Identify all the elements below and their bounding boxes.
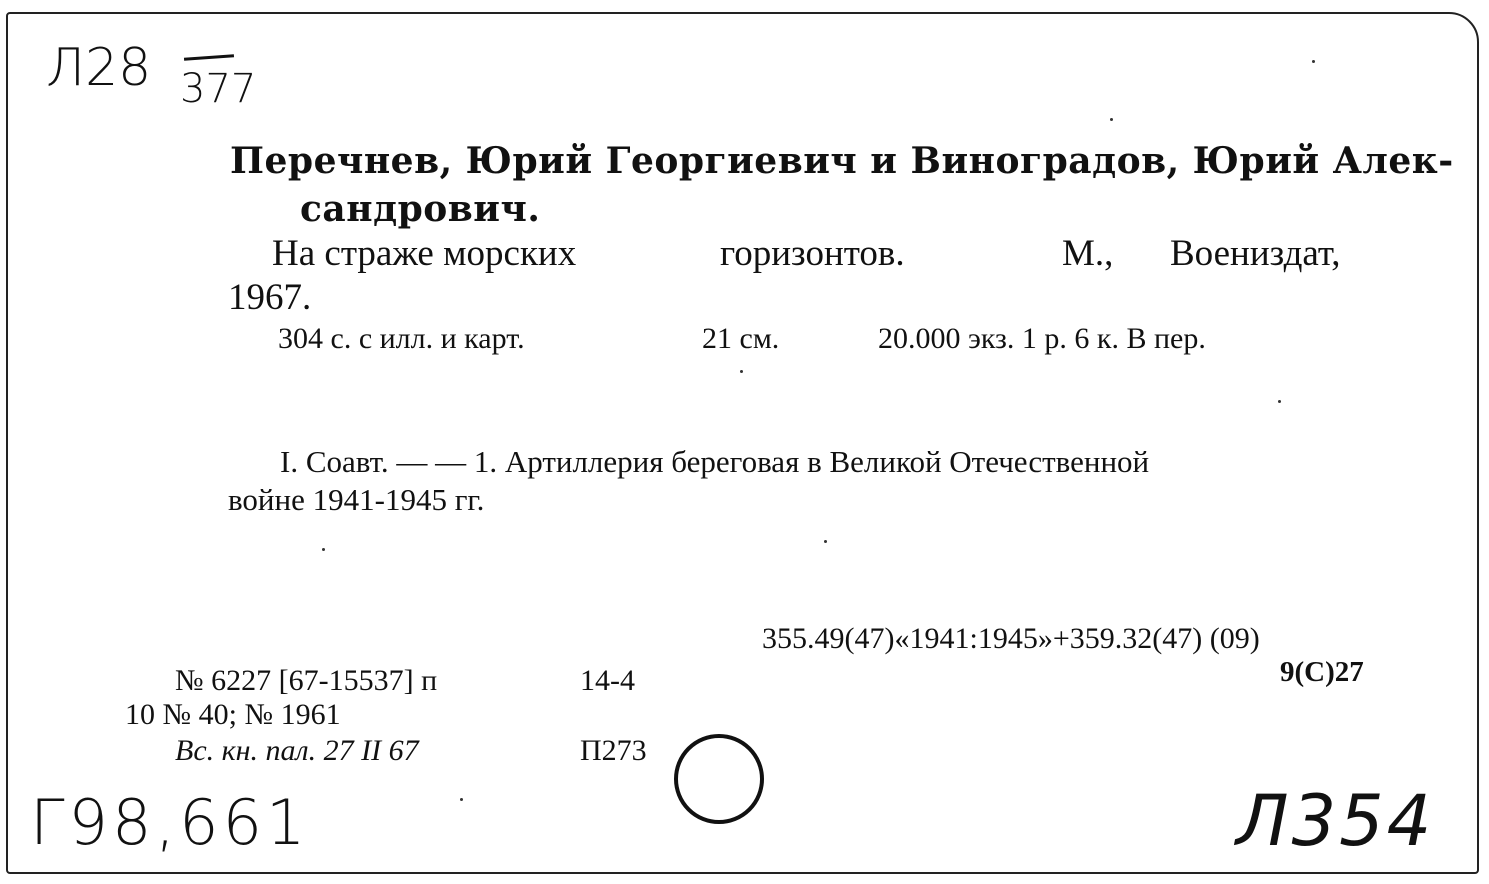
book-chamber-date: Вс. кн. пал. 27 II 67: [175, 734, 419, 767]
book-size: 21 см.: [702, 322, 780, 355]
physical-description: 304 с. с илл. и карт.: [278, 322, 525, 355]
speck: [1278, 400, 1281, 403]
speck: [824, 540, 827, 543]
publisher: Воениздат,: [1170, 233, 1341, 274]
title-part-2: горизонтов.: [720, 233, 905, 274]
handwritten-call-prefix: Л28: [46, 38, 152, 98]
speck: [322, 548, 325, 551]
handwritten-call-number: 377: [180, 66, 257, 112]
publication-place: М.,: [1062, 233, 1114, 274]
subject-tracing-cont: войне 1941-1945 гг.: [228, 482, 485, 517]
udc-classification: 355.49(47)«1941:1945»+359.32(47) (09): [762, 622, 1260, 655]
edition-price: 20.000 экз. 1 р. 6 к. В пер.: [878, 322, 1206, 355]
title-part: На страже морских: [272, 233, 577, 274]
bbk-classification: 9(С)27: [1280, 656, 1364, 688]
speck: [1110, 118, 1113, 121]
subject-tracing: I. Соавт. — — 1. Артиллерия береговая в Великой Отечественной: [280, 444, 1150, 479]
registration-code: 14-4: [580, 664, 635, 697]
circle-mark: [674, 734, 764, 824]
publication-year: 1967.: [228, 277, 312, 318]
handwritten-bottom-left: Г98,661: [30, 786, 310, 859]
registration-number: № 6227 [67-15537] п: [175, 664, 438, 697]
handwritten-bottom-right: Л354: [1236, 780, 1435, 862]
speck: [740, 370, 743, 373]
speck: [1312, 60, 1315, 63]
author-heading-cont: сандрович.: [300, 188, 541, 230]
registration-line2: 10 № 40; № 1961: [125, 698, 341, 731]
speck: [460, 798, 463, 801]
print-code: П273: [580, 734, 647, 767]
author-heading: Перечнев, Юрий Георгиевич и Виноградов, Юрий Алек-: [230, 140, 1454, 182]
